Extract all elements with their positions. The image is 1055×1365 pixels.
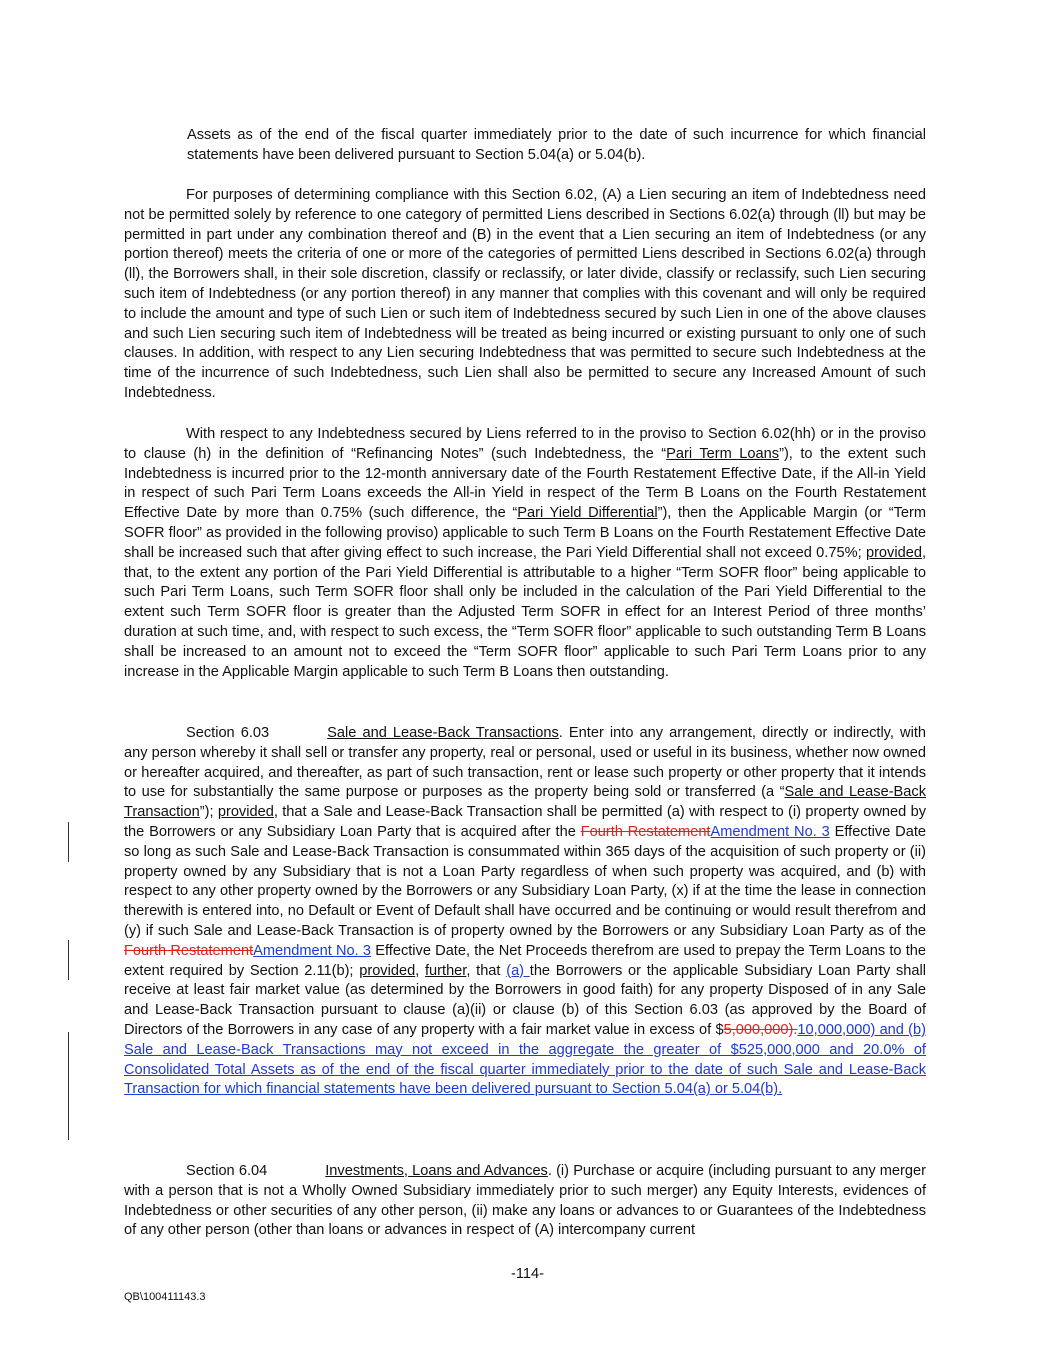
section-6-04-paragraph: [124, 1162, 926, 1241]
section-6-03-paragraph: [124, 724, 926, 1100]
defined-term-pari-yield-differential: Pari Yield Differential: [517, 505, 658, 522]
text: ”), then the Applicable Margin (or “Term SOFR floor” as provided in the following proviso) applicable to such Term B Loans on the Fourth Restatement Effective Date shall be increased such that after giving effect to such increase, the Pari Yield Differential shall not exceed 0.75%;: [124, 505, 927, 561]
paragraph-assets-continuation: Assets as of the end of the fiscal quarter immediately prior to the date of such incurrence for which financial statements have been delivered pursuant to Section 5.04(a) or 5.04(b).: [187, 127, 926, 163]
deleted-text: 5,000,000).: [723, 1021, 798, 1038]
defined-term-sale-leaseback: Sale and Lease-Back Transaction: [124, 784, 927, 821]
text: the Borrowers or the applicable Subsidiary Loan Party shall receive at least fair market value (as determined by the Borrowers in good faith) for any property Disposed of in any Sale and Lease-Back Transaction pursuant to clause (a)(ii) or clause (b) of this Section 6.03 (as approved by the Board of Directors of the Borrowers in any case of any property with a fair market value in excess of $: [124, 962, 926, 1038]
provided-term: provided: [359, 962, 416, 979]
document-id: QB\100411143.3: [124, 1291, 206, 1303]
further-term: further: [424, 962, 467, 979]
text: , that a Sale and Lease-Back Transaction shall be permitted (a) with respect to (i) property owned by the Borrowers or any Subsidiary Loan Party that is acquired after the: [124, 804, 926, 840]
text: ”), to the extent such Indebtedness is incurred prior to the 12-month anniversary date of the Fourth Restatement Effective Date, if the All-in Yield in respect of such Pari Term Loans exceeds the All-in Yield in respect of the Term B Loans on the Fourth Restatement Effective Date by more than 0.75% (such difference, the “: [124, 445, 926, 522]
text: ,: [415, 962, 425, 979]
inserted-text: 10,000,000) and (b) Sale and Lease-Back Transactions may not exceed in the aggregate the greater of $525,000,000 and 20.0% of Consolidated Total Assets as of the end of the fiscal quarter immediately prior to the date of such Sale and Lease-Back Transaction for which financial statements have been delivered pursuant to Section 5.04(a) or 5.04(b).: [124, 1021, 926, 1098]
text: . Enter into any arrangement, directly or indirectly, with any person whereby it shall sell or transfer any property, real or personal, used or useful in its business, whether now owned or hereafter acquired, and thereafter, as part of such transaction, rent or lease such property or other property that it intends to use for substantially the same purpose or purposes as the property being sold or transferred (a “: [124, 725, 926, 801]
change-bar: [68, 1032, 69, 1140]
inserted-text: Amendment No. 3: [710, 823, 830, 840]
text: , that: [466, 962, 507, 979]
provided-term: provided: [865, 544, 922, 561]
paragraph-pari-term-loans: [124, 425, 926, 682]
paragraph-lien-compliance: For purposes of determining compliance with this Section 6.02, (A) a Lien securing an item of Indebtedness need not be permitted solely by reference to one category of permitted Liens described in Sections 6.02(a) through (ll) but may be permitted in part under any combination thereof and (B) in the event that a Lien securing an item of Indebtedness (or any portion thereof) meets the criteria of one or more of the categories of permitted Liens described in Sections 6.02(a) through (ll), the Borrowers shall, in their sole discretion, classify or reclassify, or later divide, classify or reclassify, such Lien securing such item of Indebtedness (or any portion thereof) in any manner that complies with this covenant and will only be required to include the amount and type of such Lien or such item of Indebtedness secured by such Lien in one of the above clauses and such Lien securing such item of Indebtedness will be treated as being incurred or existing pursuant to only one of such clauses. In addition, with respect to any Lien securing Indebtedness that was permitted to secure such Indebtedness at the time of the incurrence of such Indebtedness, such Lien shall also be permitted to secure any Increased Amount of such Indebtedness.: [124, 187, 926, 401]
text: With respect to any Indebtedness secured by Liens referred to in the proviso to Section 6.02(hh) or in the proviso to clause (h) in the definition of “Refinancing Notes” (such Indebtedness, the “: [124, 426, 926, 462]
section-number: Section 6.03: [186, 725, 270, 741]
defined-term-pari-term-loans: Pari Term Loans: [666, 445, 780, 462]
text: , that, to the extent any portion of the Pari Yield Differential is attributable to a higher “Term SOFR floor” being applicable to such Pari Term Loans, such Term SOFR floor shall only be included in the calculation of the Pari Yield Differential to the extent such Term SOFR floor is greater than the Adjusted Term SOFR in effect for an Interest Period of three months’ duration at such time, and, with respect to such excess, the “Term SOFR floor” applicable to such outstanding Term B Loans shall be increased to an amount not to exceed the “Term SOFR floor” applicable to such Pari Term Loans prior to any increase in the Applicable Margin applicable to such Term B Loans then outstanding.: [124, 544, 926, 680]
deleted-text: Fourth Restatement: [124, 942, 254, 959]
section-number: Section 6.04: [186, 1163, 268, 1179]
deleted-text: Fourth Restatement: [580, 823, 711, 840]
section-title: Investments, Loans and Advances: [325, 1163, 548, 1179]
text: Effective Date, the Net Proceeds therefrom are used to prepay the Term Loans to the extent required by Section 2.11(b);: [124, 942, 926, 979]
change-bar: [68, 940, 69, 980]
inserted-text: Amendment No. 3: [253, 942, 372, 959]
change-bar: [68, 822, 69, 862]
section-title: Sale and Lease-Back Transactions: [327, 725, 559, 741]
text: Effective Date so long as such Sale and Lease-Back Transaction is consummated within 365 days of the acquisition of such property or (ii) property owned by any Subsidiary that is not a Loan Party regardless of when such property was acquired, and (b) with respect to any other property owned by the Borrowers or any Subsidiary Loan Party, (x) if at the time the lease in connection therewith is entered into, no Default or Event of Default shall have occurred and be continuing or would result therefrom and (y) if such Sale and Lease-Back Transaction is of property owned by the Borrowers or any Subsidiary Loan Party as of the: [124, 823, 927, 939]
inserted-text: (a): [506, 962, 530, 979]
page-number: -114-: [511, 1266, 544, 1282]
text: ”);: [199, 804, 218, 821]
text: . (i) Purchase or acquire (including pursuant to any merger with a person that is not a Wholly Owned Subsidiary immediately prior to such merger) any Equity Interests, evidences of Indebtedness or other securities of any other person, (ii) make any loans or advances to or Guarantees of the Indebtedness of any other person (other than loans or advances in respect of (A) intercompany current: [124, 1163, 926, 1239]
provided-term: provided: [217, 804, 274, 821]
